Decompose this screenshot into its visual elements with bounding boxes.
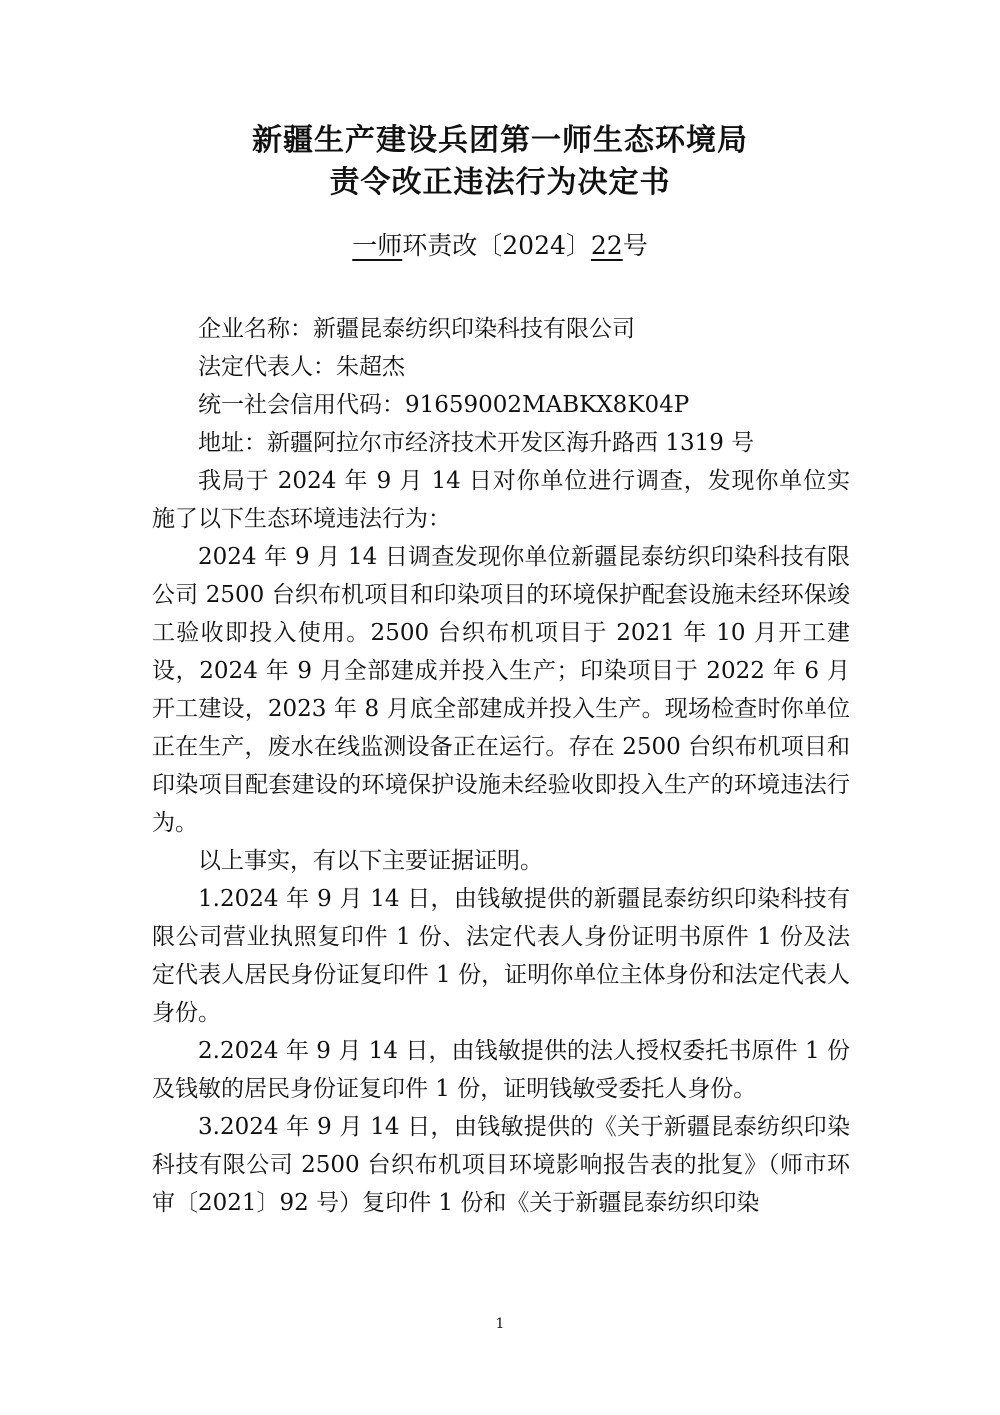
- document-title-line1: 新疆生产建设兵团第一师生态环境局: [252, 123, 748, 158]
- doc-number-middle: 环责改〔2024〕: [402, 231, 591, 260]
- document-title-line2: 责令改正违法行为决定书: [329, 165, 671, 200]
- doc-number-prefix: 一师: [352, 231, 403, 260]
- evidence-item: 2.2024 年 9 月 14 日，由钱敏提供的法人授权委托书原件 1 份及钱敏的居民身份证复印件 1 份，证明钱敏受委托人身份。: [152, 1038, 850, 1102]
- body-paragraph: 我局于 2024 年 9 月 14 日对你单位进行调查，发现你单位实施了以下生态环境违法行为：: [152, 468, 850, 532]
- page-number: 1: [495, 1316, 505, 1332]
- evidence-item: 3.2024 年 9 月 14 日，由钱敏提供的《关于新疆昆泰纺织印染科技有限公司 2500 台织布机项目环境影响报告表的批复》（师市环审〔2021〕92 号）复印件 1 份和《关于新疆昆泰纺织印染: [152, 1114, 850, 1216]
- doc-number-value: 22: [590, 231, 623, 260]
- body-paragraph: 2024 年 9 月 14 日调查发现你单位新疆昆泰纺织印染科技有限公司 2500 台织布机项目和印染项目的环境保护配套设施未经环保竣工验收即投入使用。2500 台织布机项目于 2021 年 10 月开工建设，2024 年 9 月全部建成并投入生产；印染项目于 2022 年 6 月开工建设，2023 年 8 月底全部建成并投入生产。现场检查时你单位正在生产，废水在线监测设备正在运行。存在 2500 台织布机项目和印染项目配套建设的环境保护设施未经验收即投入生产的环境违法行为。: [152, 544, 850, 836]
- document-body: [152, 310, 850, 1222]
- body-paragraph: 以上事实，有以下主要证据证明。: [198, 848, 543, 874]
- doc-number-suffix: 号: [622, 231, 648, 260]
- document-number: [0, 228, 1000, 264]
- legal-representative-field: 法定代表人：朱超杰: [198, 354, 405, 380]
- company-name-field: 企业名称：新疆昆泰纺织印染科技有限公司: [198, 316, 635, 342]
- credit-code-field: 统一社会信用代码：91659002MABKX8K04P: [198, 392, 690, 418]
- evidence-item: 1.2024 年 9 月 14 日，由钱敏提供的新疆昆泰纺织印染科技有限公司营业执照复印件 1 份、法定代表人身份证明书原件 1 份及法定代表人居民身份证复印件 1 份，证明你单位主体身份和法定代表人身份。: [152, 886, 850, 1026]
- address-field: 地址：新疆阿拉尔市经济技术开发区海升路西 1319 号: [198, 430, 755, 456]
